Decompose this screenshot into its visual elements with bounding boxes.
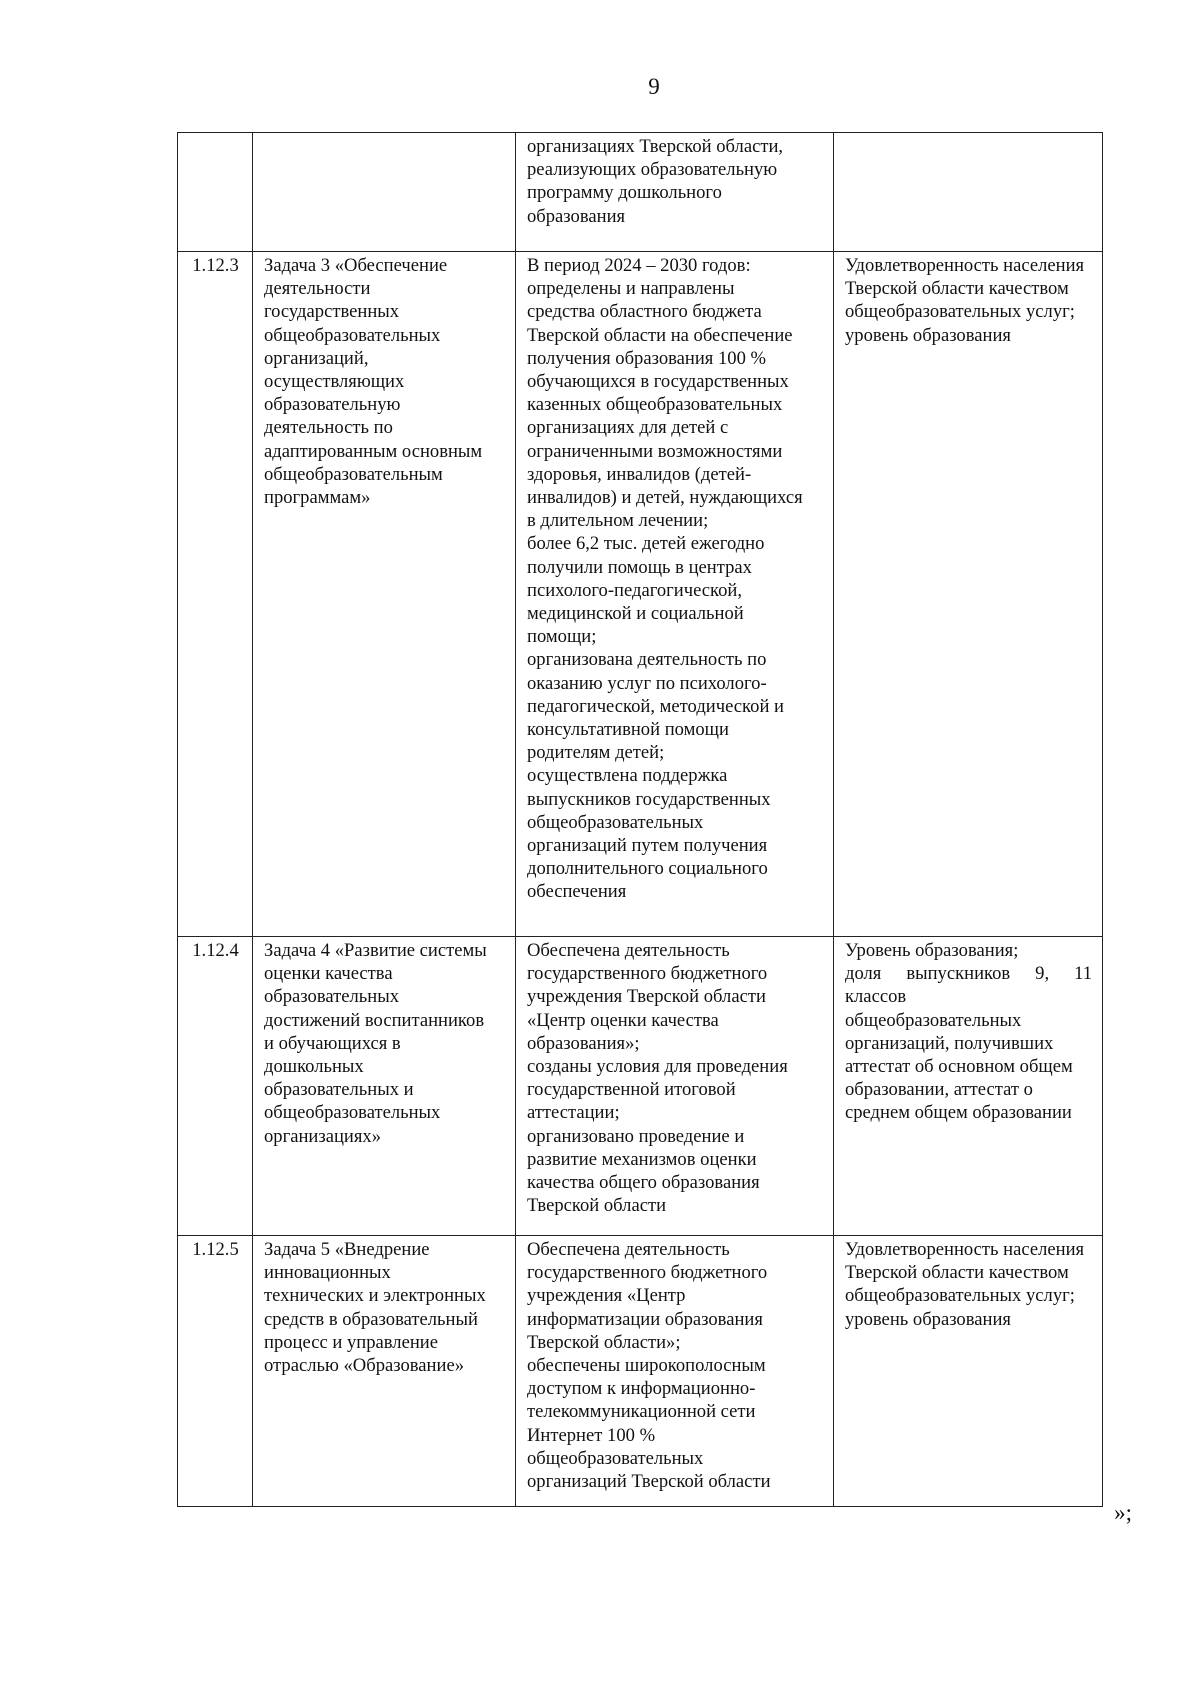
indicator-cell: Удовлетворенность населения Тверской области качеством общеобразовательных услуг; уровень образования [834, 1236, 1103, 1507]
table-row [178, 252, 1103, 937]
table-row [178, 1236, 1103, 1507]
task-cell: Задача 4 «Развитие системы оценки качества образовательных достижений воспитанников и обучающихся в дошкольных образовательных и общеобразовательных организациях» [253, 937, 516, 1236]
result-cell: Обеспечена деятельность государственного бюджетного учреждения Тверской области «Центр оценки качества образования»; созданы условия для проведения государственной итоговой аттестации; организовано проведение и развитие механизмов оценки качества общего образования Тверской области [516, 937, 834, 1236]
page-number: 9 [648, 74, 660, 99]
row-number-cell: 1.12.4 [178, 937, 253, 1236]
results-table [177, 132, 1103, 1507]
task-cell: Задача 5 «Внедрение инновационных технических и электронных средств в образовательный процесс и управление отраслью «Образование» [253, 1236, 516, 1507]
result-cell: Обеспечена деятельность государственного бюджетного учреждения «Центр информатизации образования Тверской области»; обеспечены широкополосным доступом к информационно- телекоммуникационной сети Интернет 100 % общеобразовательных организаций Тверской области [516, 1236, 834, 1507]
row-number-cell [178, 133, 253, 252]
indicator-cell: Уровень образования; доля выпускников 9, 11 классов общеобразовательных организаций, получивших аттестат об основном общем образовании, аттестат о среднем общем образовании [834, 937, 1103, 1236]
row-number-cell: 1.12.5 [178, 1236, 253, 1507]
result-cell: В период 2024 – 2030 годов: определены и направлены средства областного бюджета Тверской области на обеспечение получения образования 100 % обучающихся в государственных казенных общеобразовательных организациях для детей с ограниченными возможностями здоровья, инвалидов (детей- инвалидов) и детей, нуждающихся в длительном лечении; более 6,2 тыс. детей ежегодно получили помощь в центрах психолого-педагогической, медицинской и социальной помощи; организована деятельность по оказанию услуг по психолого- педагогической, методической и консультативной помощи родителям детей; осуществлена поддержка выпускников государственных общеобразовательных организаций путем получения дополнительного социального обеспечения [516, 252, 834, 937]
table-row-continuation [178, 133, 1103, 252]
task-cell: Задача 3 «Обеспечение деятельности государственных общеобразовательных организаций, осуществляющих образовательную деятельность по адаптированным основным общеобразовательным программам» [253, 252, 516, 937]
closing-quote-mark: »; [1114, 1500, 1132, 1525]
indicator-cell: Удовлетворенность населения Тверской области качеством общеобразовательных услуг; уровень образования [834, 252, 1103, 937]
task-cell [253, 133, 516, 252]
table-row [178, 937, 1103, 1236]
row-number-cell: 1.12.3 [178, 252, 253, 937]
result-cell: организациях Тверской области, реализующих образовательную программу дошкольного образования [516, 133, 834, 252]
indicator-cell [834, 133, 1103, 252]
